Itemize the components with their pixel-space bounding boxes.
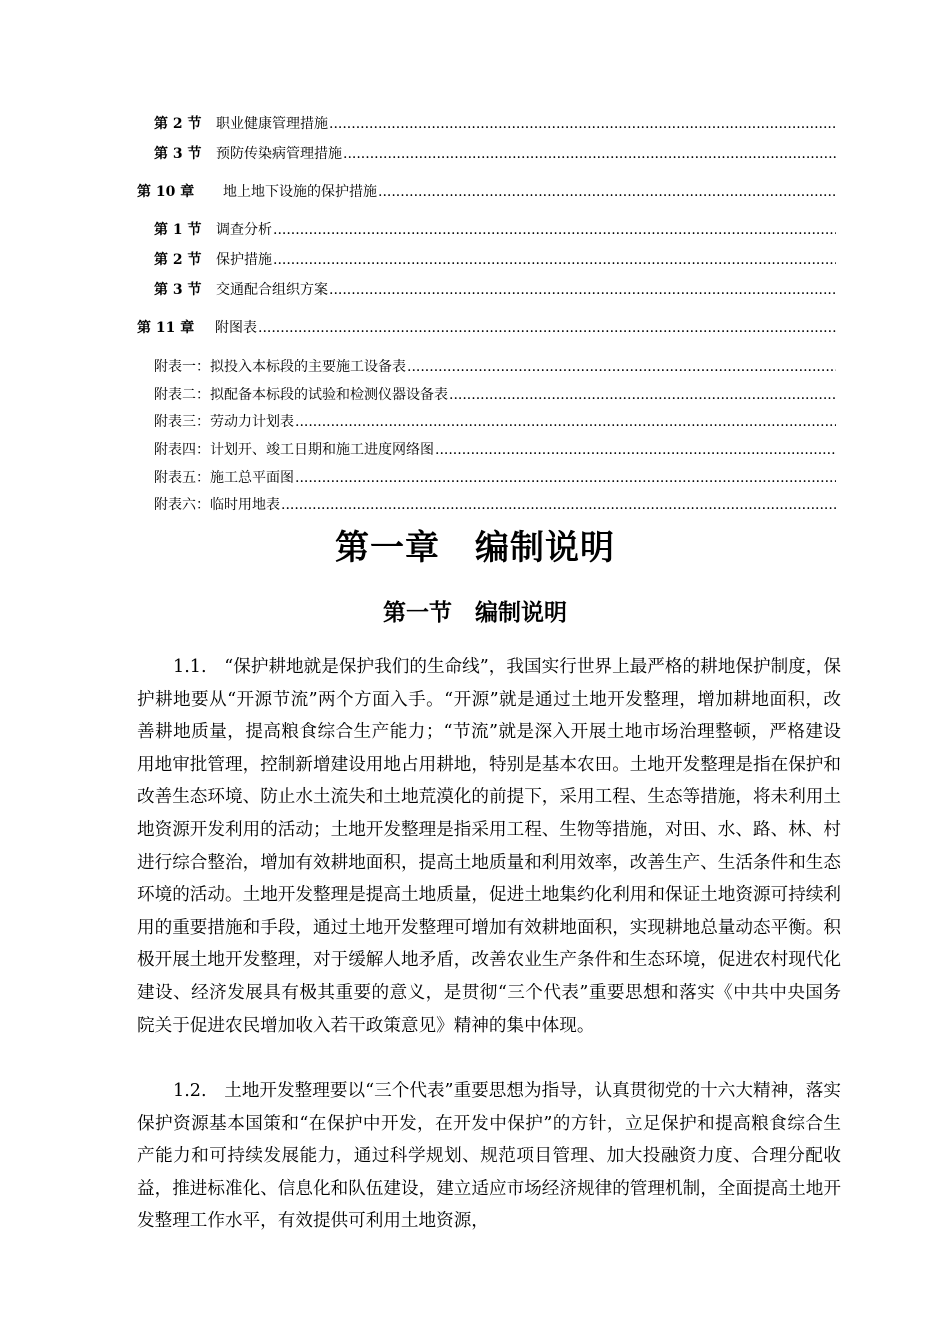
toc-title: 调查分析 — [216, 222, 272, 238]
toc-entry[interactable] — [154, 144, 836, 164]
toc-leader-dots — [329, 114, 836, 134]
paragraph-number: 1.1. — [173, 657, 207, 677]
toc-leader-dots — [343, 144, 836, 164]
toc-title: 附表六：临时用地表 — [154, 497, 280, 513]
toc-entry[interactable] — [137, 318, 836, 338]
paragraph-text: 土地开发整理要以“三个代表”重要思想为指导，认真贯彻党的十六大精神，落实保护资源基本国策和“在保护中开发，在开发中保护”的方针，立足保护和提高粮食综合生产能力和可持续发展能力，通过科学规划、规范项目管理、加大投融资力度、合理分配收益，推进标准化、信息化和队伍建设，建立适应市场经济规律的管理机制，全面提高土地开发整理工作水平，有效提供可利用土地资源， — [137, 1081, 841, 1232]
toc-title: 附表四：计划开、竣工日期和施工进度网络图 — [154, 442, 434, 458]
body-paragraph — [137, 1075, 841, 1238]
toc-leader-dots — [273, 220, 836, 240]
toc-title: 附表五：施工总平面图 — [154, 470, 294, 486]
section-title: 第一节 编制说明 — [383, 599, 567, 626]
toc-entry[interactable] — [154, 468, 836, 488]
toc-leader-dots — [258, 318, 836, 338]
toc-title: 职业健康管理措施 — [216, 116, 328, 132]
toc-title: 交通配合组织方案 — [216, 282, 328, 298]
paragraph-text: “保护耕地就是保护我们的生命线”，我国实行世界上最严格的耕地保护制度，保护耕地要从“开源节流”两个方面入手。“开源”就是通过土地开发整理，增加耕地面积，改善耕地质量，提高粮食综合生产能力；“节流”就是深入开展土地市场治理整顿，严格建设用地审批管理，控制新增建设用地占用耕地，特别是基本农田。土地开发整理是指在保护和改善生态环境、防止水土流失和土地荒漠化的前提下，采用工程、生态等措施，将未利用土地资源开发利用的活动；土地开发整理是指采用工程、生物等措施，对田、水、路、林、村进行综合整治，增加有效耕地面积，提高土地质量和利用效率，改善生产、生活条件和生态环境的活动。土地开发整理是提高土地质量，促进土地集约化利用和保证土地资源可持续利用的重要措施和手段，通过土地开发整理可增加有效耕地面积，实现耕地总量动态平衡。积极开展土地开发整理，对于缓解人地矛盾，改善农业生产条件和生态环境，促进农村现代化建设、经济发展具有极其重要的意义，是贯彻“三个代表”重要思想和落实《中共中央国务院关于促进农民增加收入若干政策意见》精神的集中体现。 — [137, 657, 841, 1036]
toc-entry[interactable] — [154, 357, 836, 377]
toc-title: 保护措施 — [216, 252, 272, 268]
toc-entry[interactable] — [154, 440, 836, 460]
toc-entry[interactable] — [154, 220, 836, 240]
toc-number: 第 1 节 — [154, 222, 202, 238]
toc-number: 第 3 节 — [154, 146, 202, 162]
toc-entry[interactable] — [137, 182, 836, 202]
toc-leader-dots — [295, 468, 836, 488]
paragraph-number: 1.2. — [173, 1081, 207, 1101]
toc-number: 第 3 节 — [154, 282, 202, 298]
toc-leader-dots — [449, 385, 836, 405]
toc-leader-dots — [435, 440, 836, 460]
toc-leader-dots — [329, 280, 836, 300]
toc-entry[interactable] — [154, 385, 836, 405]
toc-leader-dots — [281, 495, 836, 515]
toc-entry[interactable] — [154, 412, 836, 432]
toc-leader-dots — [273, 250, 836, 270]
toc-title: 附表二：拟配备本标段的试验和检测仪器设备表 — [154, 387, 448, 403]
toc-title: 地上地下设施的保护措施 — [223, 184, 377, 200]
toc-title: 附表一：拟投入本标段的主要施工设备表 — [154, 359, 406, 375]
toc-title: 预防传染病管理措施 — [216, 146, 342, 162]
toc-entry[interactable] — [154, 495, 836, 515]
body-paragraph — [137, 651, 841, 1042]
toc-number: 第 11 章 — [137, 320, 195, 336]
toc-number: 第 10 章 — [137, 184, 195, 200]
toc-leader-dots — [378, 182, 836, 202]
chapter-title: 第一章 编制说明 — [335, 528, 615, 568]
toc-number: 第 2 节 — [154, 116, 202, 132]
toc-title: 附图表 — [215, 320, 257, 336]
toc-leader-dots — [407, 357, 836, 377]
toc-title: 附表三：劳动力计划表 — [154, 414, 294, 430]
toc-entry[interactable] — [154, 250, 836, 270]
toc-leader-dots — [295, 412, 836, 432]
toc-entry[interactable] — [154, 114, 836, 134]
toc-entry[interactable] — [154, 280, 836, 300]
toc-number: 第 2 节 — [154, 252, 202, 268]
